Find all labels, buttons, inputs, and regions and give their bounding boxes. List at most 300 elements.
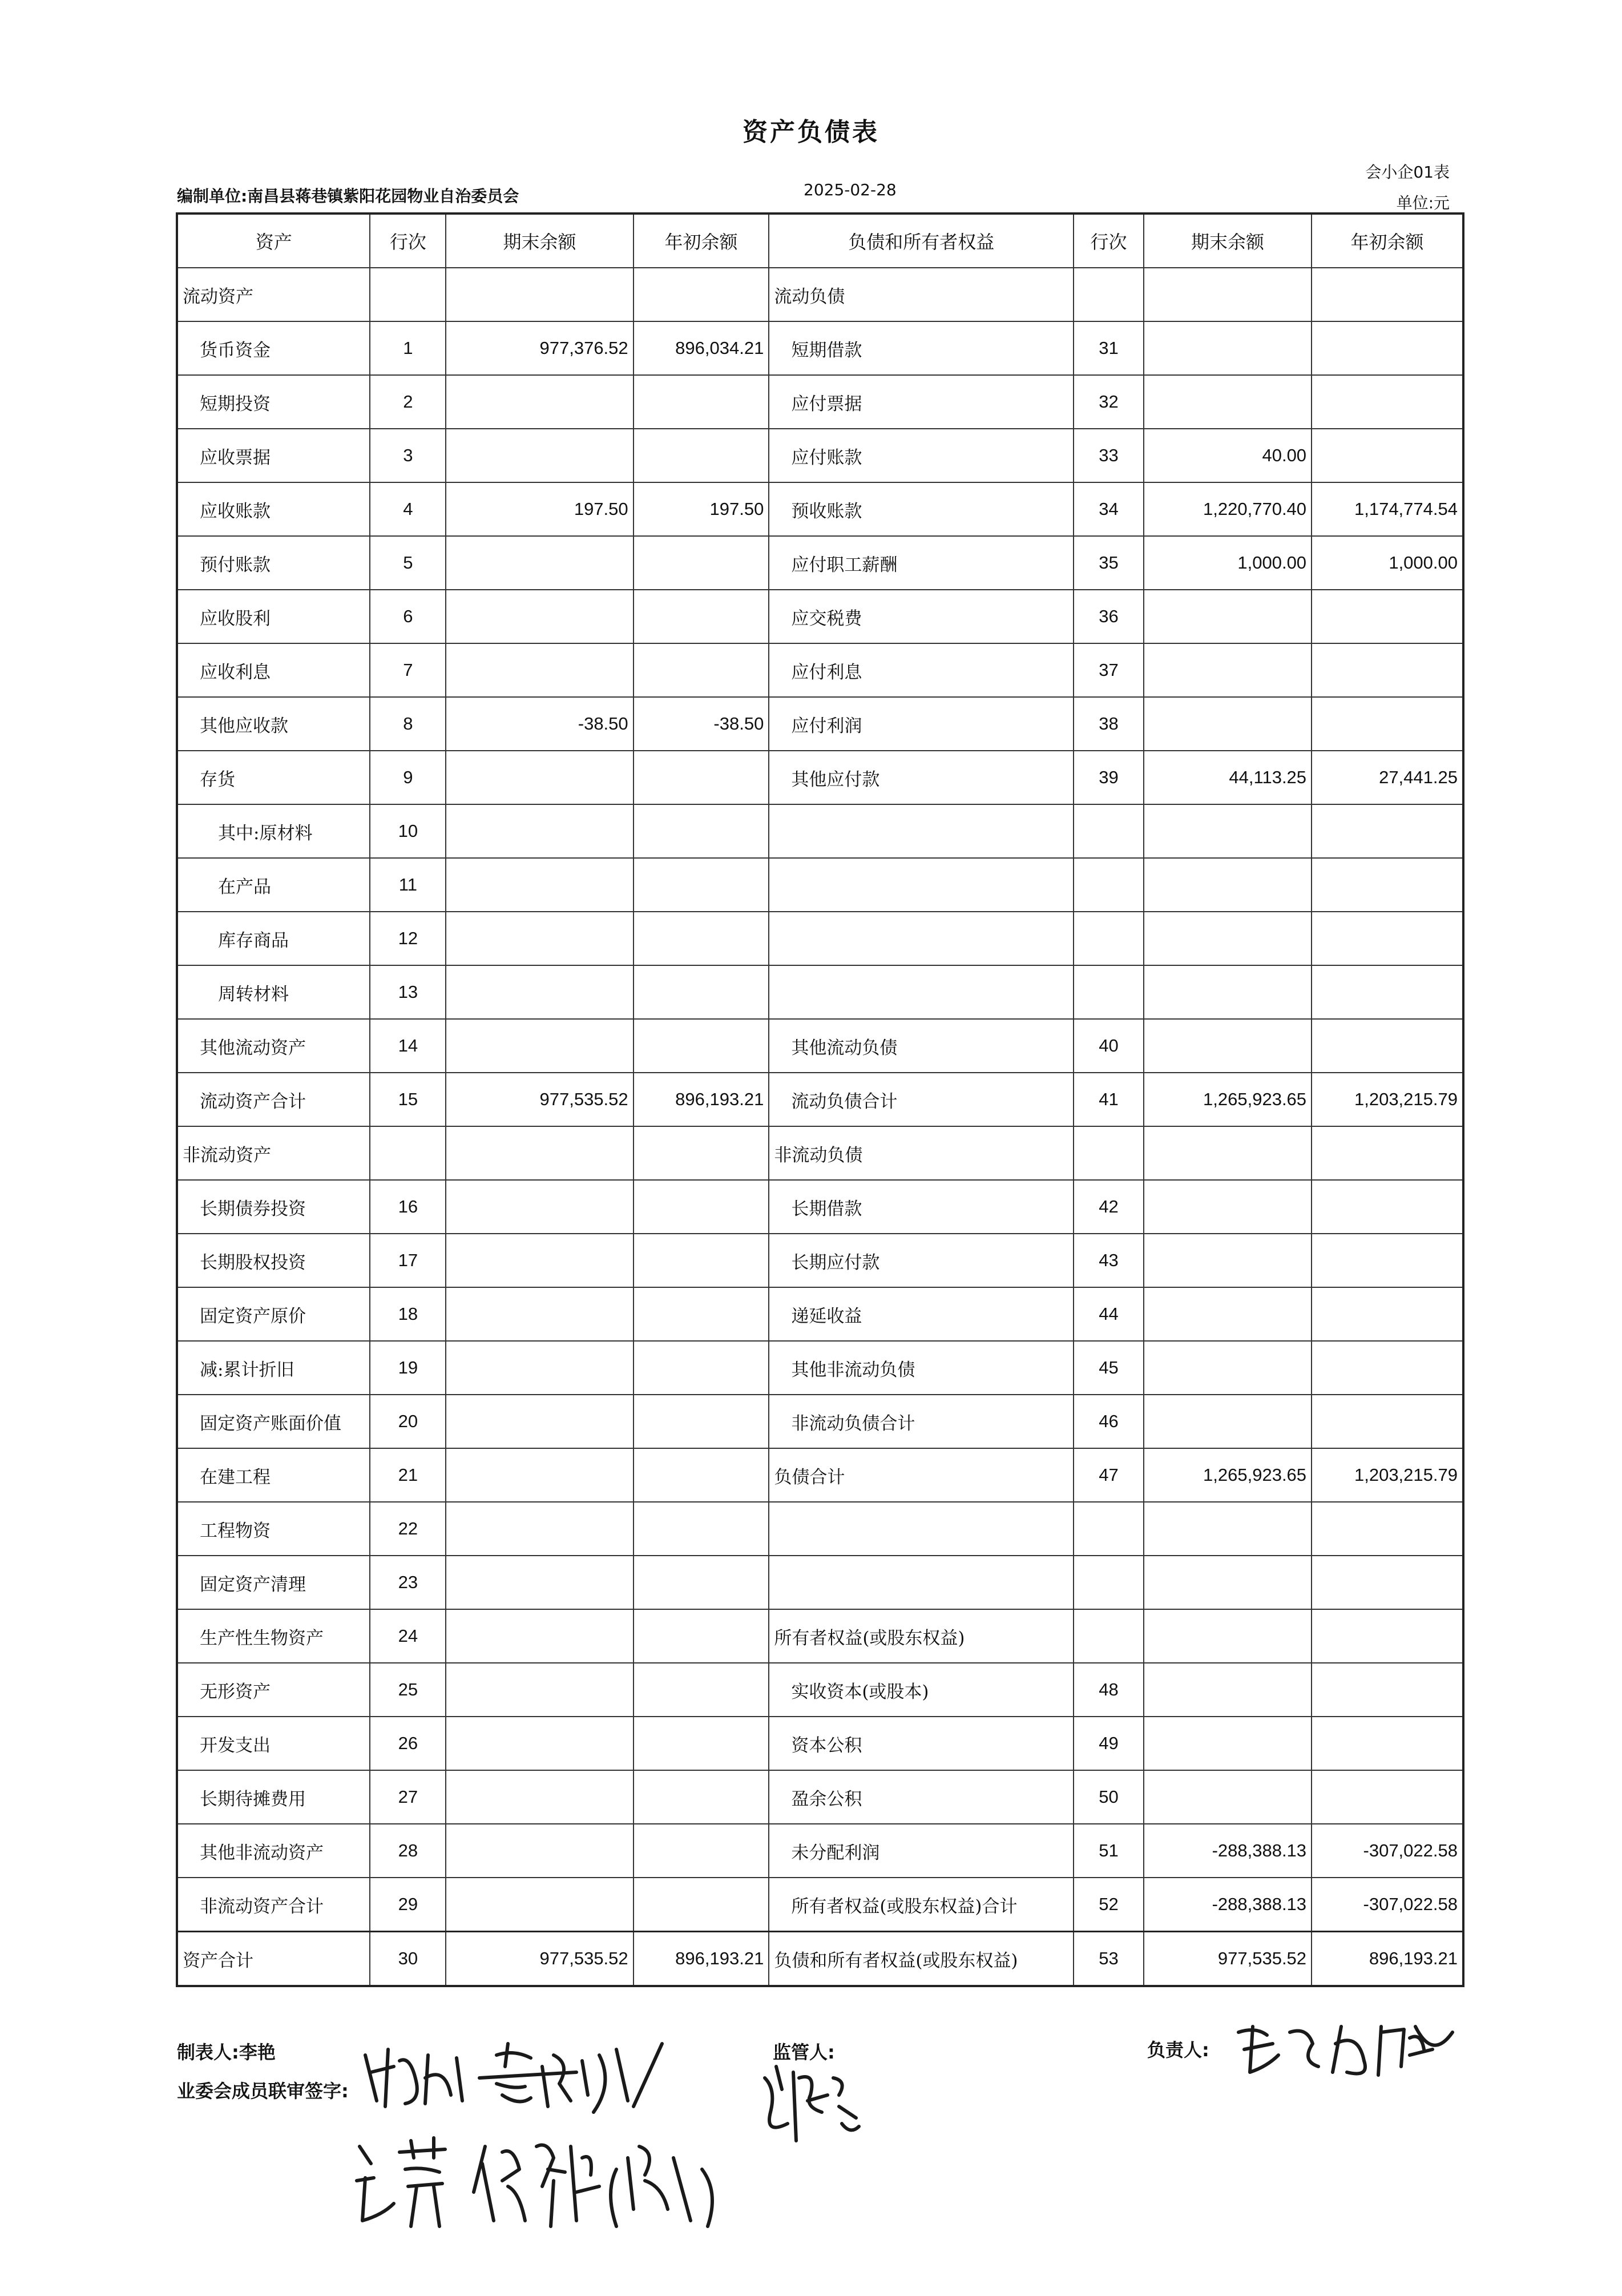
liability-begin-balance: 1,000.00 — [1312, 536, 1463, 590]
asset-label: 长期债券投资 — [177, 1180, 370, 1234]
table-row — [177, 1556, 1463, 1609]
liability-end-balance — [1144, 965, 1312, 1019]
liability-begin-balance — [1312, 1126, 1463, 1180]
asset-begin-balance — [634, 1395, 769, 1448]
asset-line: 25 — [370, 1663, 446, 1717]
liability-begin-balance: 1,174,774.54 — [1312, 482, 1463, 536]
liability-line — [1074, 1502, 1144, 1556]
asset-begin-balance: -38.50 — [634, 697, 769, 751]
asset-end-balance — [446, 1287, 633, 1341]
asset-label: 其中:原材料 — [177, 804, 370, 858]
asset-end-balance — [446, 804, 633, 858]
liability-line: 34 — [1074, 482, 1144, 536]
asset-begin-balance — [634, 858, 769, 912]
org-line — [177, 184, 519, 207]
col-line2: 行次 — [1074, 214, 1144, 268]
asset-begin-balance: 896,034.21 — [634, 321, 769, 375]
asset-line: 18 — [370, 1287, 446, 1341]
table-row — [177, 482, 1463, 536]
preparer-label: 制表人: — [177, 2041, 239, 2063]
org-label: 编制单位: — [177, 187, 248, 206]
liability-begin-balance — [1312, 912, 1463, 965]
liability-begin-balance: 1,203,215.79 — [1312, 1448, 1463, 1502]
liability-line — [1074, 1556, 1144, 1609]
asset-end-balance — [446, 965, 633, 1019]
asset-end-balance — [446, 1770, 633, 1824]
liability-begin-balance — [1312, 1770, 1463, 1824]
asset-end-balance — [446, 1717, 633, 1770]
liability-label — [769, 858, 1074, 912]
liability-label — [769, 1556, 1074, 1609]
asset-label: 减:累计折旧 — [177, 1341, 370, 1395]
asset-begin-balance — [634, 1556, 769, 1609]
asset-line: 20 — [370, 1395, 446, 1448]
liability-label: 非流动负债 — [769, 1126, 1074, 1180]
responsible-signature — [1233, 2009, 1461, 2084]
asset-line: 2 — [370, 375, 446, 429]
asset-begin-balance — [634, 1180, 769, 1234]
asset-line: 15 — [370, 1073, 446, 1126]
liability-line: 39 — [1074, 751, 1144, 804]
balance-sheet-table — [176, 212, 1464, 1987]
col-liability: 负债和所有者权益 — [769, 214, 1074, 268]
liability-line: 37 — [1074, 643, 1144, 697]
table-row — [177, 1502, 1463, 1556]
liability-line: 43 — [1074, 1234, 1144, 1287]
asset-line: 9 — [370, 751, 446, 804]
asset-line: 14 — [370, 1019, 446, 1073]
asset-label: 生产性生物资产 — [177, 1609, 370, 1663]
liability-end-balance — [1144, 804, 1312, 858]
asset-begin-balance — [634, 1824, 769, 1878]
asset-end-balance — [446, 268, 633, 321]
asset-end-balance — [446, 375, 633, 429]
table-row — [177, 1932, 1463, 1987]
liability-label: 资本公积 — [769, 1717, 1074, 1770]
asset-line: 4 — [370, 482, 446, 536]
liability-line: 32 — [1074, 375, 1144, 429]
liability-label: 未分配利润 — [769, 1824, 1074, 1878]
liability-label — [769, 912, 1074, 965]
liability-end-balance — [1144, 697, 1312, 751]
preparer — [177, 2038, 276, 2064]
asset-line: 10 — [370, 804, 446, 858]
asset-end-balance — [446, 590, 633, 643]
asset-label: 货币资金 — [177, 321, 370, 375]
liability-end-balance — [1144, 912, 1312, 965]
unit-label: 单位:元 — [1396, 194, 1450, 212]
asset-end-balance — [446, 1126, 633, 1180]
liability-begin-balance — [1312, 375, 1463, 429]
asset-label: 其他非流动资产 — [177, 1824, 370, 1878]
liability-begin-balance — [1312, 1341, 1463, 1395]
table-row — [177, 912, 1463, 965]
asset-label: 固定资产清理 — [177, 1556, 370, 1609]
liability-end-balance: 1,220,770.40 — [1144, 482, 1312, 536]
liability-end-balance — [1144, 1556, 1312, 1609]
col-begin-balance: 年初余额 — [634, 214, 769, 268]
liability-end-balance — [1144, 268, 1312, 321]
asset-line: 1 — [370, 321, 446, 375]
liability-end-balance — [1144, 1234, 1312, 1287]
asset-end-balance — [446, 1609, 633, 1663]
asset-label: 其他流动资产 — [177, 1019, 370, 1073]
supervisor-signature — [753, 2055, 868, 2146]
asset-label: 非流动资产 — [177, 1126, 370, 1180]
liability-begin-balance — [1312, 804, 1463, 858]
table-row — [177, 1609, 1463, 1663]
asset-begin-balance: 896,193.21 — [634, 1932, 769, 1987]
col-end-balance2: 期末余额 — [1144, 214, 1312, 268]
asset-label: 非流动资产合计 — [177, 1878, 370, 1932]
asset-end-balance — [446, 536, 633, 590]
liability-end-balance — [1144, 1609, 1312, 1663]
liability-line — [1074, 1609, 1144, 1663]
table-row — [177, 268, 1463, 321]
asset-end-balance — [446, 1556, 633, 1609]
liability-label: 非流动负债合计 — [769, 1395, 1074, 1448]
liability-label: 盈余公积 — [769, 1770, 1074, 1824]
liability-begin-balance — [1312, 965, 1463, 1019]
liability-end-balance: 1,000.00 — [1144, 536, 1312, 590]
liability-line: 31 — [1074, 321, 1144, 375]
asset-begin-balance — [634, 1287, 769, 1341]
liability-label: 长期借款 — [769, 1180, 1074, 1234]
supervisor-label: 监管人: — [773, 2041, 835, 2063]
committee-signature-2 — [348, 2124, 736, 2238]
asset-begin-balance — [634, 1717, 769, 1770]
liability-line: 38 — [1074, 697, 1144, 751]
table-header-row — [177, 214, 1463, 268]
liability-label: 负债和所有者权益(或股东权益) — [769, 1932, 1074, 1987]
liability-end-balance — [1144, 1717, 1312, 1770]
asset-label: 长期待摊费用 — [177, 1770, 370, 1824]
liability-label: 其他非流动负债 — [769, 1341, 1074, 1395]
asset-label: 在建工程 — [177, 1448, 370, 1502]
liability-end-balance — [1144, 1770, 1312, 1824]
asset-line: 29 — [370, 1878, 446, 1932]
liability-line: 41 — [1074, 1073, 1144, 1126]
table-row — [177, 1234, 1463, 1287]
asset-label: 应收股利 — [177, 590, 370, 643]
liability-line: 45 — [1074, 1341, 1144, 1395]
liability-begin-balance — [1312, 1717, 1463, 1770]
liability-label — [769, 965, 1074, 1019]
liability-end-balance — [1144, 643, 1312, 697]
liability-line: 51 — [1074, 1824, 1144, 1878]
col-end-balance: 期末余额 — [446, 214, 633, 268]
liability-end-balance — [1144, 1502, 1312, 1556]
liability-label: 递延收益 — [769, 1287, 1074, 1341]
asset-line: 27 — [370, 1770, 446, 1824]
asset-end-balance — [446, 1341, 633, 1395]
asset-label: 工程物资 — [177, 1502, 370, 1556]
liability-label: 所有者权益(或股东权益)合计 — [769, 1878, 1074, 1932]
asset-begin-balance: 896,193.21 — [634, 1073, 769, 1126]
asset-begin-balance — [634, 643, 769, 697]
liability-label: 应付职工薪酬 — [769, 536, 1074, 590]
asset-end-balance — [446, 751, 633, 804]
table-row — [177, 321, 1463, 375]
liability-line: 35 — [1074, 536, 1144, 590]
liability-line: 36 — [1074, 590, 1144, 643]
liability-label: 应付利润 — [769, 697, 1074, 751]
liability-begin-balance — [1312, 697, 1463, 751]
asset-label: 存货 — [177, 751, 370, 804]
asset-end-balance: -38.50 — [446, 697, 633, 751]
liability-end-balance — [1144, 858, 1312, 912]
liability-begin-balance — [1312, 1234, 1463, 1287]
liability-begin-balance — [1312, 1609, 1463, 1663]
asset-begin-balance — [634, 268, 769, 321]
asset-label: 流动资产 — [177, 268, 370, 321]
col-asset: 资产 — [177, 214, 370, 268]
asset-label: 其他应收款 — [177, 697, 370, 751]
asset-line: 12 — [370, 912, 446, 965]
asset-begin-balance — [634, 1502, 769, 1556]
asset-label: 短期投资 — [177, 375, 370, 429]
liability-label: 实收资本(或股本) — [769, 1663, 1074, 1717]
liability-line: 52 — [1074, 1878, 1144, 1932]
asset-line: 19 — [370, 1341, 446, 1395]
liability-line: 42 — [1074, 1180, 1144, 1234]
table-row — [177, 429, 1463, 482]
asset-label: 应收票据 — [177, 429, 370, 482]
table-row — [177, 1717, 1463, 1770]
asset-line: 13 — [370, 965, 446, 1019]
committee-signature-1 — [360, 2032, 679, 2118]
liability-line — [1074, 858, 1144, 912]
page-title: 资产负债表 — [743, 118, 879, 147]
table-row — [177, 590, 1463, 643]
asset-line: 11 — [370, 858, 446, 912]
asset-line: 7 — [370, 643, 446, 697]
liability-begin-balance: -307,022.58 — [1312, 1824, 1463, 1878]
asset-end-balance — [446, 858, 633, 912]
liability-label: 应付利息 — [769, 643, 1074, 697]
liability-begin-balance: 1,203,215.79 — [1312, 1073, 1463, 1126]
asset-end-balance: 977,535.52 — [446, 1073, 633, 1126]
table-row — [177, 1341, 1463, 1395]
asset-label: 固定资产原价 — [177, 1287, 370, 1341]
liability-label: 应付账款 — [769, 429, 1074, 482]
asset-begin-balance — [634, 1341, 769, 1395]
asset-end-balance: 977,376.52 — [446, 321, 633, 375]
org-name: 南昌县蒋巷镇紫阳花园物业自治委员会 — [247, 187, 519, 206]
asset-label: 资产合计 — [177, 1932, 370, 1987]
asset-begin-balance — [634, 1663, 769, 1717]
asset-line: 24 — [370, 1609, 446, 1663]
liability-line: 44 — [1074, 1287, 1144, 1341]
table-row — [177, 965, 1463, 1019]
asset-label: 固定资产账面价值 — [177, 1395, 370, 1448]
table-row — [177, 804, 1463, 858]
liability-line: 53 — [1074, 1932, 1144, 1987]
asset-begin-balance — [634, 1609, 769, 1663]
asset-end-balance — [446, 1502, 633, 1556]
asset-label: 长期股权投资 — [177, 1234, 370, 1287]
liability-begin-balance — [1312, 643, 1463, 697]
asset-begin-balance — [634, 965, 769, 1019]
liability-line — [1074, 1126, 1144, 1180]
table-row — [177, 1180, 1463, 1234]
liability-end-balance — [1144, 1126, 1312, 1180]
liability-line: 46 — [1074, 1395, 1144, 1448]
asset-line: 28 — [370, 1824, 446, 1878]
liability-end-balance — [1144, 590, 1312, 643]
asset-begin-balance — [634, 429, 769, 482]
liability-end-balance — [1144, 1019, 1312, 1073]
table-row — [177, 1019, 1463, 1073]
liability-line — [1074, 268, 1144, 321]
col-begin-balance2: 年初余额 — [1312, 214, 1463, 268]
asset-begin-balance — [634, 1234, 769, 1287]
liability-begin-balance: 27,441.25 — [1312, 751, 1463, 804]
asset-line: 22 — [370, 1502, 446, 1556]
asset-end-balance — [446, 1234, 633, 1287]
asset-label: 周转材料 — [177, 965, 370, 1019]
asset-end-balance: 197.50 — [446, 482, 633, 536]
liability-line: 49 — [1074, 1717, 1144, 1770]
liability-label: 负债合计 — [769, 1448, 1074, 1502]
liability-label: 所有者权益(或股东权益) — [769, 1609, 1074, 1663]
asset-begin-balance — [634, 912, 769, 965]
asset-line: 23 — [370, 1556, 446, 1609]
liability-begin-balance — [1312, 1502, 1463, 1556]
table-body — [177, 268, 1463, 1986]
asset-line: 26 — [370, 1717, 446, 1770]
liability-line — [1074, 912, 1144, 965]
liability-begin-balance — [1312, 1287, 1463, 1341]
liability-label: 预收账款 — [769, 482, 1074, 536]
liability-line: 48 — [1074, 1663, 1144, 1717]
liability-begin-balance — [1312, 429, 1463, 482]
liability-label: 短期借款 — [769, 321, 1074, 375]
liability-line — [1074, 804, 1144, 858]
liability-end-balance: -288,388.13 — [1144, 1824, 1312, 1878]
liability-label: 长期应付款 — [769, 1234, 1074, 1287]
asset-end-balance — [446, 1180, 633, 1234]
committee-label: 业委会成员联审签字: — [177, 2080, 349, 2102]
liability-label: 流动负债 — [769, 268, 1074, 321]
asset-end-balance: 977,535.52 — [446, 1932, 633, 1987]
liability-begin-balance — [1312, 590, 1463, 643]
asset-line: 17 — [370, 1234, 446, 1287]
asset-line: 21 — [370, 1448, 446, 1502]
asset-label: 开发支出 — [177, 1717, 370, 1770]
table-row — [177, 1073, 1463, 1126]
table-row — [177, 1824, 1463, 1878]
report-date: 2025-02-28 — [804, 180, 897, 199]
asset-end-balance — [446, 1663, 633, 1717]
liability-end-balance — [1144, 1341, 1312, 1395]
liability-begin-balance — [1312, 1180, 1463, 1234]
asset-end-balance — [446, 1824, 633, 1878]
liability-end-balance: 977,535.52 — [1144, 1932, 1312, 1987]
liability-end-balance — [1144, 1180, 1312, 1234]
table-row — [177, 751, 1463, 804]
table-row — [177, 375, 1463, 429]
asset-begin-balance: 197.50 — [634, 482, 769, 536]
preparer-name: 李艳 — [239, 2041, 276, 2063]
asset-line: 6 — [370, 590, 446, 643]
liability-line — [1074, 965, 1144, 1019]
asset-end-balance — [446, 1019, 633, 1073]
liability-begin-balance — [1312, 321, 1463, 375]
asset-end-balance — [446, 912, 633, 965]
table-row — [177, 858, 1463, 912]
liability-label — [769, 804, 1074, 858]
liability-line: 47 — [1074, 1448, 1144, 1502]
asset-label: 流动资产合计 — [177, 1073, 370, 1126]
asset-begin-balance — [634, 1126, 769, 1180]
asset-line: 30 — [370, 1932, 446, 1987]
liability-end-balance: 40.00 — [1144, 429, 1312, 482]
liability-begin-balance — [1312, 858, 1463, 912]
asset-end-balance — [446, 1878, 633, 1932]
table-row — [177, 1395, 1463, 1448]
asset-begin-balance — [634, 1448, 769, 1502]
asset-label: 应收利息 — [177, 643, 370, 697]
asset-line: 3 — [370, 429, 446, 482]
liability-end-balance — [1144, 1395, 1312, 1448]
asset-line — [370, 1126, 446, 1180]
asset-end-balance — [446, 643, 633, 697]
asset-line: 16 — [370, 1180, 446, 1234]
asset-begin-balance — [634, 804, 769, 858]
liability-begin-balance: -307,022.58 — [1312, 1878, 1463, 1932]
form-code: 会小企01表 — [1365, 163, 1450, 182]
asset-end-balance — [446, 1395, 633, 1448]
asset-label: 在产品 — [177, 858, 370, 912]
table-row — [177, 536, 1463, 590]
liability-line: 33 — [1074, 429, 1144, 482]
asset-begin-balance — [634, 375, 769, 429]
asset-label: 无形资产 — [177, 1663, 370, 1717]
asset-begin-balance — [634, 536, 769, 590]
liability-label: 流动负债合计 — [769, 1073, 1074, 1126]
liability-begin-balance — [1312, 1556, 1463, 1609]
col-line: 行次 — [370, 214, 446, 268]
table-row — [177, 697, 1463, 751]
asset-end-balance — [446, 429, 633, 482]
liability-begin-balance — [1312, 1395, 1463, 1448]
liability-label: 其他应付款 — [769, 751, 1074, 804]
liability-end-balance: 44,113.25 — [1144, 751, 1312, 804]
liability-line: 40 — [1074, 1019, 1144, 1073]
table-row — [177, 1448, 1463, 1502]
table-row — [177, 643, 1463, 697]
asset-begin-balance — [634, 590, 769, 643]
asset-label: 应收账款 — [177, 482, 370, 536]
liability-label — [769, 1502, 1074, 1556]
asset-line — [370, 268, 446, 321]
liability-end-balance — [1144, 1663, 1312, 1717]
asset-begin-balance — [634, 1019, 769, 1073]
liability-end-balance: 1,265,923.65 — [1144, 1448, 1312, 1502]
table-row — [177, 1878, 1463, 1932]
liability-end-balance: 1,265,923.65 — [1144, 1073, 1312, 1126]
liability-end-balance — [1144, 1287, 1312, 1341]
table-row — [177, 1126, 1463, 1180]
liability-end-balance — [1144, 321, 1312, 375]
asset-begin-balance — [634, 1878, 769, 1932]
asset-begin-balance — [634, 751, 769, 804]
liability-end-balance — [1144, 375, 1312, 429]
liability-label: 其他流动负债 — [769, 1019, 1074, 1073]
liability-begin-balance — [1312, 1019, 1463, 1073]
table-row — [177, 1770, 1463, 1824]
